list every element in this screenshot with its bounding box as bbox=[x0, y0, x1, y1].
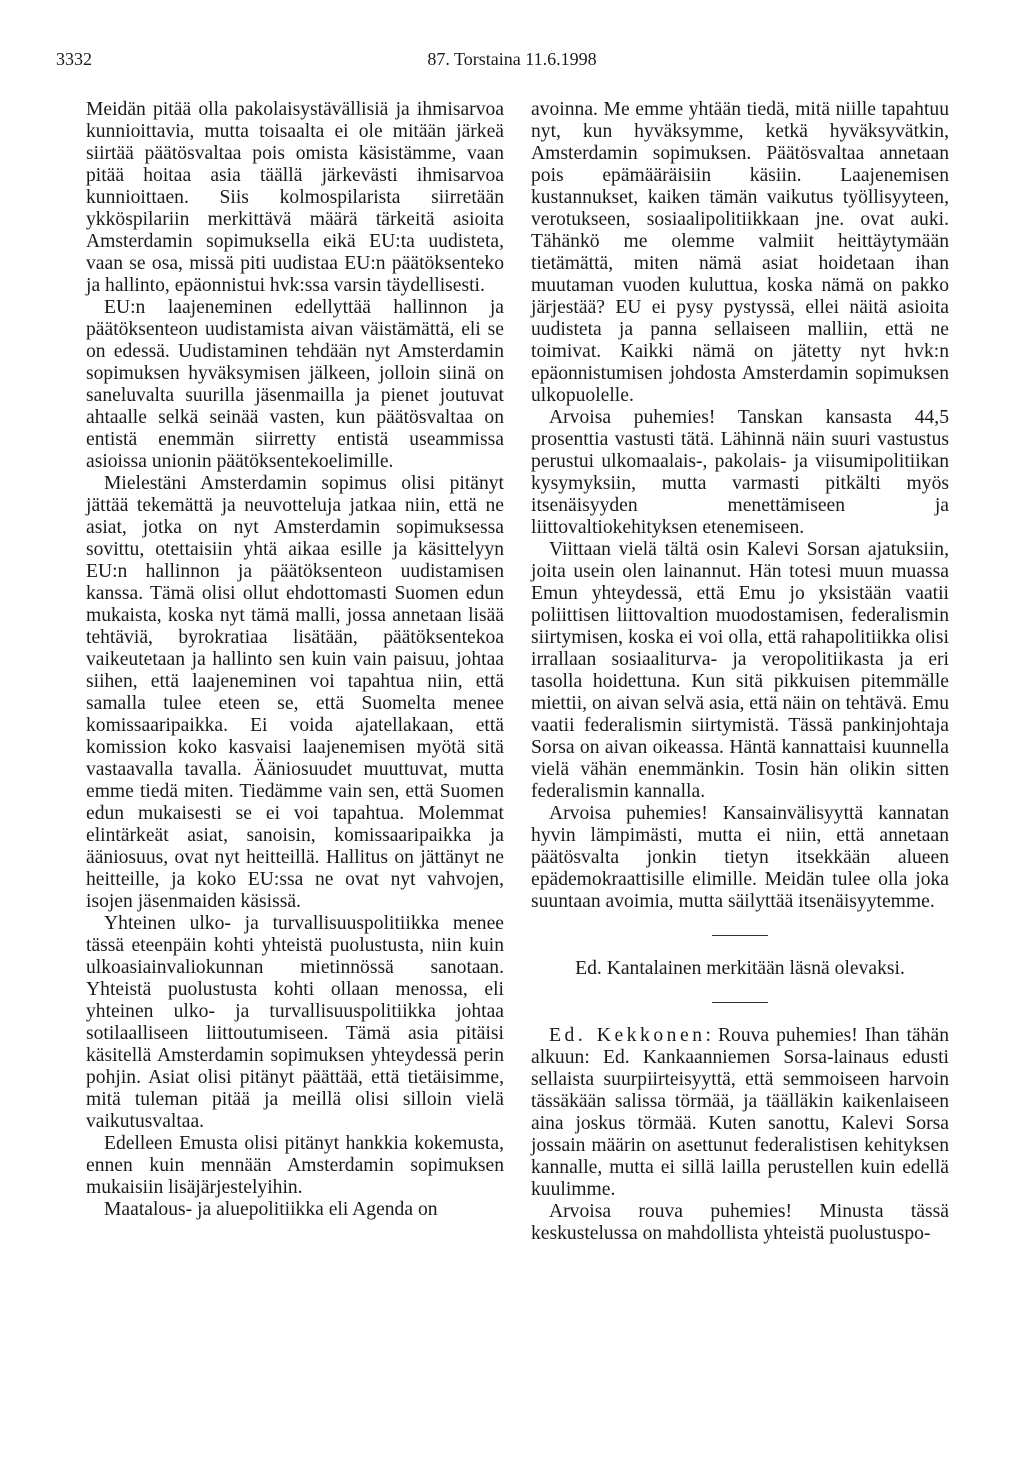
paragraph: Meidän pitää olla pakolaisystävällisiä ja ihmisarvoa kunnioittavia, mutta toisaalta ei ole mitään järkeä siirtää päätösvaltaa pois omista käsistämme, vaan pitää hoitaa asia täällä järkevästi ihmisarvoa kunnioittaen. Siis kolmospilarista siirretään ykköspilariin merkittävä määrä tärkeitä asioita Amsterdamin sopimuksella eikä EU:ta uudisteta, vaan se osa, missä piti uudistaa EU:n päätöksenteko ja hallinto, epäonnistui hvk:ssa varsin täydellisesti. bbox=[86, 99, 504, 296]
paragraph: Arvoisa rouva puhemies! Minusta tässä keskustelussa on mahdollista yhteistä puolustuspo- bbox=[531, 1201, 949, 1244]
paragraph: Viittaan vielä tältä osin Kalevi Sorsan ajatuksiin, joita usein olen lainannut. Hän totesi muun muassa Emun yhteydessä, että Emu jo yksistään vaatii poliittisen liittovaltion muodostamisen, federalismin siirtymisen, koska ei voi olla, että rahapolitiikka olisi irrallaan sosiaaliturva- ja veropolitiikasta ja eri tasolla hoidettuna. Kun sitä pikkuisen pitemmälle miettii, on aivan selvä asia, että näin on tehtävä. Emu vaatii federalismin siirtymistä. Tässä pankinjohtaja Sorsa on aivan oikeassa. Häntä kannattaisi kuunnella vielä vähän enemmänkin. Tosin hän olikin sitten federalismin kannalla. bbox=[531, 539, 949, 802]
left-column bbox=[86, 99, 504, 1221]
paragraph: Edelleen Emusta olisi pitänyt hankkia kokemusta, ennen kuin mennään Amsterdamin sopimuksen mukaisiin lisäjärjestelyihin. bbox=[86, 1133, 504, 1198]
right-column bbox=[531, 99, 949, 1245]
paragraph: EU:n laajeneminen edellyttää hallinnon ja päätöksenteon uudistamista aivan väistämättä, eli se on edessä. Uudistaminen tehdään nyt Amsterdamin sopimuksen hyväksymisen jälkeen, jolloin siinä on saneluvalta suurilla jäsenmailla ja pienet joutuvat ahtaalle selkä seinää vasten, kun päätösvaltaa on entistä enemmän siirretty entistä useammissa asioissa unionin päätöksentekoelimille. bbox=[86, 297, 504, 472]
speech-paragraph bbox=[531, 1025, 949, 1201]
speaker-name: Ed. Kekkonen bbox=[549, 1025, 706, 1046]
paragraph: avoinna. Me emme yhtään tiedä, mitä niille tapahtuu nyt, kun hyväksymme, ketkä hyväksyvätkin, Amsterdamin sopimuksen. Päätösvaltaa annetaan pois epämääräisiin käsiin. Laajenemisen kustannukset, kaiken tämän vaikutus työllisyyteen, verotukseen, sosiaalipolitiikkaan jne. ovat auki. Tähänkö me olemme valmiit heittäytymään tietämättä, miten nämä asiat hoidetaan ihan muutaman vuoden kuluttua, koska nämä on pakko järjestää? EU ei pysy pystyssä, ellei näitä asioita uudisteta ja panna sellaiseen malliin, että ne toimivat. Kaikki nämä on jätetty nyt hvk:n epäonnistumisen johdosta Amsterdamin sopimuksen ulkopuolelle. bbox=[531, 99, 949, 406]
paragraph: Maatalous- ja aluepolitiikka eli Agenda on bbox=[104, 1199, 438, 1220]
paragraph: Yhteinen ulko- ja turvallisuuspolitiikka menee tässä eteenpäin kohti yhteistä puolustusta, niin kuin ulkoasiainvaliokunnan mietinnössä sanotaan. Yhteistä puolustusta kohti ollaan menossa, eli yhteinen ulko- ja turvallisuuspolitiikka johtaa sotilaalliseen liittoutumiseen. Tämä asia pitäisi käsitellä Amsterdamin sopimuksen yhteydessä perin pohjin. Asiat olisi pitänyt päättää, että tietäisimme, mitä tuleman pitää ja meillä olisi silloin vielä vaikutusvaltaa. bbox=[86, 913, 504, 1132]
paragraph: Arvoisa puhemies! Tanskan kansasta 44,5 prosenttia vastusti tätä. Lähinnä näin suuri vastustus perustui ulkomaalais-, pakolais- ja viisumipolitiikan kysymyksiin, mutta varmasti pitkälti myös itsenäisyyden menettämiseen ja liittovaltiokehityksen etenemiseen. bbox=[531, 407, 949, 538]
attendance-notice: Ed. Kantalainen merkitään läsnä olevaksi. bbox=[575, 958, 905, 979]
section-divider bbox=[712, 1002, 768, 1003]
session-header: 87. Torstaina 11.6.1998 bbox=[427, 49, 597, 69]
paragraph: Arvoisa puhemies! Kansainvälisyyttä kannatan hyvin lämpimästi, mutta ei niin, että annetaan päätösvalta jonkin tietyn itsekkään alueen epädemokraattisille elimille. Meidän tulee olla joka suuntaan avoimia, mutta säilyttää itsenäisyytemme. bbox=[531, 803, 949, 912]
speech-text: : Rouva puhemies! Ihan tähän alkuun: Ed. Kankaanniemen Sorsa-lainaus edusti sellaista suurpiirteisyyttä, että semmoiseen harvoin tässäkään salissa törmää, ja täälläkin kaikenlaiseen aina joskus törmää. Kuten sanottu, Kalevi Sorsa jossain määrin on asettunut federalistisen kehityksen kannalle, mutta ei sillä lailla perustellen kuin edellä kuulimme. bbox=[531, 1025, 949, 1200]
section-divider bbox=[712, 935, 768, 936]
page-number: 3332 bbox=[56, 49, 92, 69]
paragraph: Mielestäni Amsterdamin sopimus olisi pitänyt jättää tekemättä ja neuvotteluja jatkaa niin, että ne asiat, jotka on nyt Amsterdamin sopimuksessa sovittu, otettaisiin yhtä aikaa esille ja käsittelyyn EU:n hallinnon ja päätöksenteon uudistamisen kanssa. Tämä olisi ollut ehdottomasti Suomen edun mukaista, koska nyt tämä malli, jossa annetaan lisää tehtäviä, byrokratiaa lisätään, päätöksentekoa vaikeutetaan ja hallinto sen kuin vain paisuu, johtaa siihen, että laajeneminen voi tapahtua niin, että samalla tulee eteen se, että Suomelta menee komissaaripaikka. Ei voida ajatellakaan, että komission koko kasvaisi laajenemisen myötä sitä vastaavalla tavalla. Ääniosuudet muuttuvat, mutta emme tiedä miten. Tiedämme vain sen, että Suomen edun mukaisesti se ei voi tapahtua. Molemmat elintärkeät asiat, sanoisin, komissaaripaikka ja ääniosuus, ovat nyt heitteillä. Hallitus on jättänyt ne heitteille, ja koko EU:ssa ne ovat nyt vahvojen, isojen jäsenmaiden käsissä. bbox=[86, 473, 504, 912]
